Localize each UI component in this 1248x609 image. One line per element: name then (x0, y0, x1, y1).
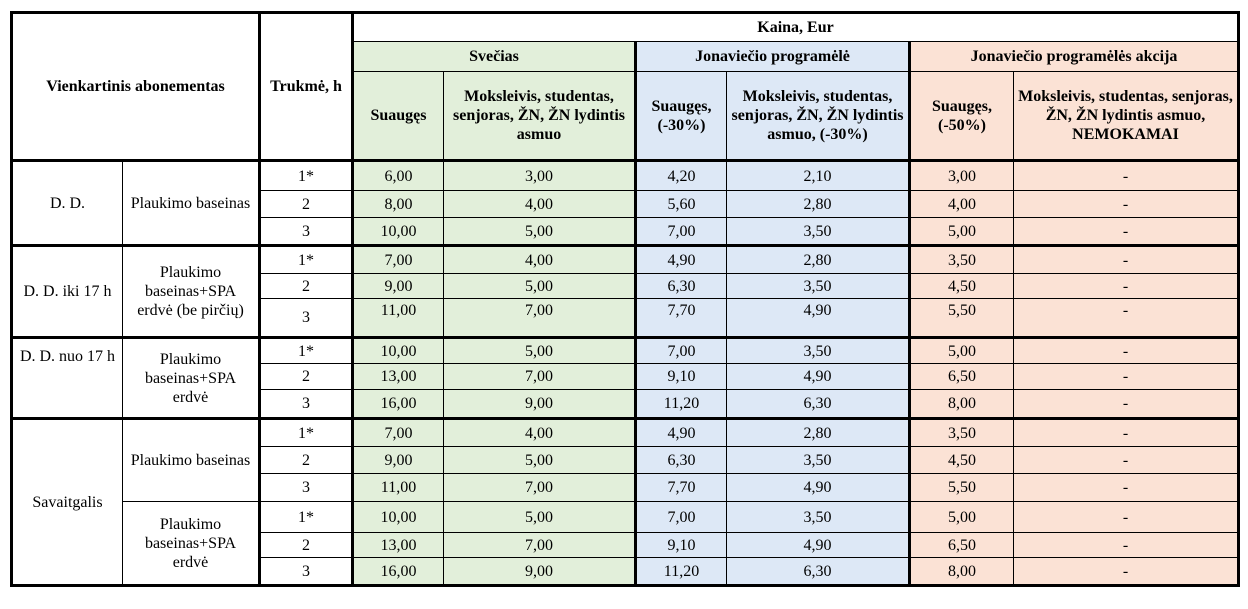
price-cell: 5,00 (910, 338, 1014, 364)
duration-cell: 1* (260, 502, 353, 533)
price-cell: 7,00 (353, 246, 444, 274)
col-header-app-adult: Suaugęs, (-30%) (636, 72, 727, 161)
duration-cell: 1* (260, 338, 353, 364)
price-cell: 6,30 (636, 447, 727, 474)
col-header-promo-adult: Suaugęs, (-50%) (910, 72, 1014, 161)
duration-cell: 2 (260, 274, 353, 299)
col-header-guest-adult: Suaugęs (353, 72, 444, 161)
price-cell: 3,50 (727, 218, 910, 246)
price-cell: 7,00 (444, 533, 636, 558)
duration-cell: 2 (260, 364, 353, 390)
duration-cell: 3 (260, 474, 353, 502)
price-cell: 7,70 (636, 474, 727, 502)
price-cell: 9,00 (353, 274, 444, 299)
price-cell: - (1014, 299, 1239, 338)
price-cell: - (1014, 447, 1239, 474)
service-cell: Plaukimo baseinas+SPA erdvė (be pirčių) (123, 246, 260, 338)
price-cell: 5,60 (636, 191, 727, 218)
price-cell: - (1014, 558, 1239, 586)
price-cell: 6,30 (636, 274, 727, 299)
price-table (10, 11, 1240, 587)
price-cell: 3,50 (727, 274, 910, 299)
duration-cell: 1* (260, 161, 353, 191)
duration-cell: 2 (260, 447, 353, 474)
price-cell: 3,00 (444, 161, 636, 191)
price-table-container (10, 11, 1240, 587)
price-cell: 4,90 (727, 364, 910, 390)
ticket-type-header: Vienkartinis abonementas (12, 13, 260, 161)
price-cell: 2,80 (727, 419, 910, 447)
price-cell: 7,00 (636, 338, 727, 364)
price-cell: 4,90 (636, 246, 727, 274)
price-cell: 6,50 (910, 533, 1014, 558)
price-cell: 3,50 (727, 338, 910, 364)
price-cell: 7,00 (444, 364, 636, 390)
price-cell: 16,00 (353, 558, 444, 586)
price-cell: - (1014, 191, 1239, 218)
group-header-promo: Jonaviečio programėlės akcija (910, 42, 1239, 72)
price-cell: 10,00 (353, 502, 444, 533)
price-cell: - (1014, 533, 1239, 558)
price-cell: 11,00 (353, 299, 444, 338)
price-cell: 4,00 (444, 419, 636, 447)
price-cell: 7,00 (444, 299, 636, 338)
price-cell: 7,00 (636, 502, 727, 533)
price-cell: 5,00 (444, 502, 636, 533)
price-cell: 10,00 (353, 218, 444, 246)
price-cell: 5,50 (910, 474, 1014, 502)
col-header-promo-concession: Moksleivis, studentas, senjoras, ŽN, ŽN lydintis asmuo, NEMOKAMAI (1014, 72, 1239, 161)
price-cell: 4,00 (444, 191, 636, 218)
price-cell: 7,00 (444, 474, 636, 502)
price-cell: 3,50 (727, 447, 910, 474)
duration-cell: 3 (260, 299, 353, 338)
price-cell: 2,80 (727, 191, 910, 218)
price-cell: 3,00 (910, 161, 1014, 191)
price-cell: 4,90 (727, 474, 910, 502)
price-cell: 8,00 (910, 390, 1014, 419)
price-cell: 6,00 (353, 161, 444, 191)
price-cell: 8,00 (910, 558, 1014, 586)
price-cell: 5,00 (444, 338, 636, 364)
price-cell: 9,00 (444, 390, 636, 419)
price-cell: 11,20 (636, 558, 727, 586)
price-cell: - (1014, 474, 1239, 502)
duration-cell: 1* (260, 419, 353, 447)
price-cell: 8,00 (353, 191, 444, 218)
price-cell: 10,00 (353, 338, 444, 364)
price-cell: - (1014, 502, 1239, 533)
price-cell: - (1014, 246, 1239, 274)
duration-cell: 3 (260, 390, 353, 419)
duration-cell: 3 (260, 558, 353, 586)
day-type-cell: Savaitgalis (12, 419, 123, 586)
price-cell: 5,00 (444, 447, 636, 474)
price-cell: 9,00 (444, 558, 636, 586)
duration-header: Trukmė, h (260, 13, 353, 161)
price-cell: 2,80 (727, 246, 910, 274)
price-cell: 6,50 (910, 364, 1014, 390)
duration-cell: 2 (260, 191, 353, 218)
price-cell: 5,50 (910, 299, 1014, 338)
price-cell: 4,50 (910, 447, 1014, 474)
service-cell: Plaukimo baseinas+SPA erdvė (123, 338, 260, 419)
price-cell: 5,00 (910, 218, 1014, 246)
price-cell: 4,90 (727, 533, 910, 558)
price-cell: - (1014, 274, 1239, 299)
price-cell: 9,00 (353, 447, 444, 474)
price-cell: - (1014, 390, 1239, 419)
duration-cell: 2 (260, 533, 353, 558)
price-cell: - (1014, 419, 1239, 447)
price-cell: 2,10 (727, 161, 910, 191)
price-cell: 9,10 (636, 533, 727, 558)
price-cell: 7,70 (636, 299, 727, 338)
group-header-app: Jonaviečio programėlė (636, 42, 910, 72)
price-cell: - (1014, 161, 1239, 191)
price-cell: - (1014, 338, 1239, 364)
price-cell: 16,00 (353, 390, 444, 419)
col-header-guest-concession: Moksleivis, studentas, senjoras, ŽN, ŽN lydintis asmuo (444, 72, 636, 161)
price-cell: 5,00 (910, 502, 1014, 533)
price-cell: 5,00 (444, 274, 636, 299)
duration-cell: 3 (260, 218, 353, 246)
price-cell: 4,90 (727, 299, 910, 338)
day-type-cell: D. D. nuo 17 h (12, 338, 123, 419)
price-cell: 4,90 (636, 419, 727, 447)
price-cell: 6,30 (727, 558, 910, 586)
service-cell: Plaukimo baseinas (123, 419, 260, 502)
price-cell: 4,20 (636, 161, 727, 191)
price-cell: 7,00 (636, 218, 727, 246)
price-cell: 4,00 (444, 246, 636, 274)
price-cell: - (1014, 218, 1239, 246)
price-cell: 4,50 (910, 274, 1014, 299)
service-cell: Plaukimo baseinas (123, 161, 260, 246)
price-cell: 3,50 (727, 502, 910, 533)
duration-cell: 1* (260, 246, 353, 274)
group-header-guest: Svečias (353, 42, 636, 72)
price-cell: 6,30 (727, 390, 910, 419)
price-cell: 11,20 (636, 390, 727, 419)
price-cell: 13,00 (353, 533, 444, 558)
price-header: Kaina, Eur (353, 13, 1239, 42)
service-cell: Plaukimo baseinas+SPA erdvė (123, 502, 260, 586)
price-cell: 13,00 (353, 364, 444, 390)
price-cell: 4,00 (910, 191, 1014, 218)
price-cell: 7,00 (353, 419, 444, 447)
col-header-app-concession: Moksleivis, studentas, senjoras, ŽN, ŽN lydintis asmuo, (-30%) (727, 72, 910, 161)
price-cell: 3,50 (910, 246, 1014, 274)
price-cell: 9,10 (636, 364, 727, 390)
day-type-cell: D. D. (12, 161, 123, 246)
price-cell: 11,00 (353, 474, 444, 502)
day-type-cell: D. D. iki 17 h (12, 246, 123, 338)
price-cell: 5,00 (444, 218, 636, 246)
price-cell: 3,50 (910, 419, 1014, 447)
price-cell: - (1014, 364, 1239, 390)
